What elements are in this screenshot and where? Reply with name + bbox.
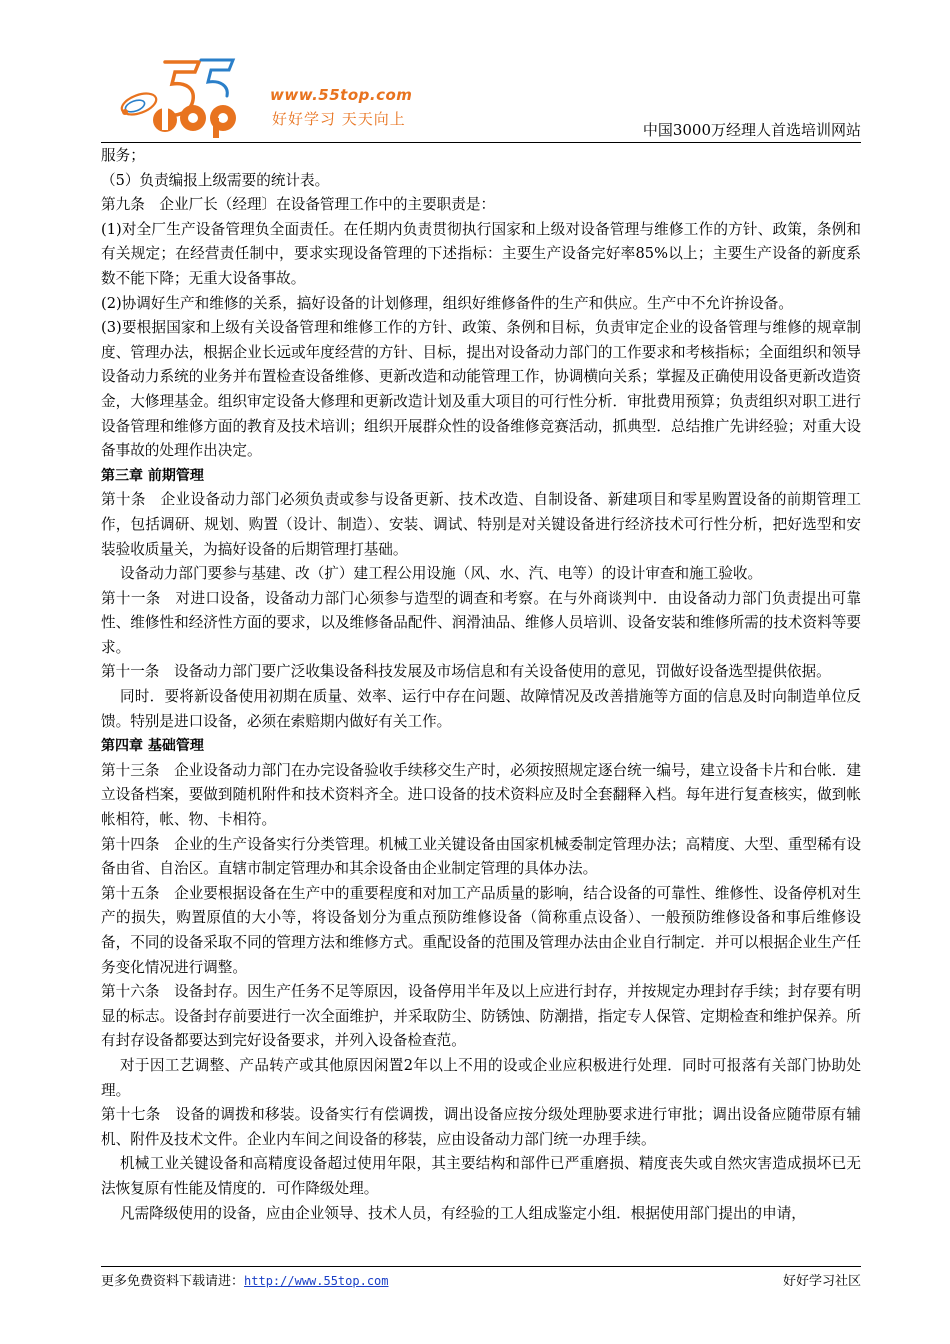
logo-graphic (115, 56, 265, 140)
body-paragraph: （5）负责编报上级需要的统计表。 (101, 171, 330, 189)
body-paragraph: (2)协调好生产和维修的关系，搞好设备的计划修理，组织好维修备件的生产和供应。生产中不允许拚设备。 (101, 294, 793, 312)
header-divider (101, 142, 861, 143)
body-paragraph: 第十五条 企业要根据设备在生产中的重要程度和对加工产品质量的影响，结合设备的可靠性、维修性、设备停机对生产的损失，购置原值的大小等，将设备划分为重点预防维修设备（简称重点设备）、一般预防维修设备和事后维修设备，不同的设备采取不同的管理方法和维修方式。重配设备的范围及管理办法由企业自行制定．并可以根据企业生产任务变化情况进行调整。 (101, 884, 861, 976)
header-tagline: 中国3000万经理人首选培训网站 (642, 121, 861, 139)
document-body (101, 144, 861, 1226)
body-paragraph: 对于因工艺调整、产品转产或其他原因闲置2年以上不用的设或企业应积极进行处理．同时可报落有关部门协助处理。 (101, 1056, 861, 1099)
body-paragraph: 第十一条 设备动力部门要广泛收集设备科技发展及市场信息和有关设备使用的意见，罚做好设备选型提供依据。 (101, 663, 831, 681)
body-paragraph: 第九条 企业厂长（经理〕在设备管理工作中的主要职责是： (101, 196, 496, 214)
body-paragraph: 凡需降级使用的设备，应由企业领导、技术人员，有经验的工人组成鉴定小组．根据使用部门提出的申请， (119, 1204, 806, 1222)
body-paragraph: 设备动力部门要参与基建、改（扩）建工程公用设施（风、水、汽、电等）的设计审查和施工验收。 (119, 565, 763, 583)
footer-divider (101, 1266, 861, 1267)
site-logo[interactable] (115, 56, 435, 140)
body-paragraph: 第十七条 设备的调拨和移装。设备实行有偿调拨，调出设备应按分级处理胁要求进行审批；调出设备应随带原有辅机、附件及技术文件。企业内车间之间设备的移装，应由设备动力部门统一办理手续。 (101, 1106, 861, 1148)
chapter-heading: 第四章 基础管理 (101, 738, 204, 755)
chapter-heading: 第三章 前期管理 (101, 467, 204, 484)
page-header (101, 48, 861, 144)
body-paragraph: 第十一条 对进口设备，设备动力部门心须参与造型的调查和考察。在与外商谈判中．由设备动力部门负责提出可靠性、维修性和经济性方面的要求，以及维修备品配件、润滑油品、维修人员培训、设备安装和维修所需的技术资料等要求。 (101, 589, 861, 656)
body-paragraph: 第十六条 设备封存。因生产任务不足等原因，设备停用半年及以上应进行封存，并按规定办理封存手续；封存要有明显的标志。设备封存前要进行一次全面维护，并采取防尘、防锈蚀、防潮措，指定专人保管、定期检查和维护保养。所有封存设备都要达到完好设备要求，并列入设备检查范。 (101, 983, 861, 1050)
body-paragraph: (3)要根据国家和上级有关设备管理和维修工作的方针、政策、条例和目标，负责审定企业的设备管理与维修的规章制度、管理办法，根据企业长远或年度经营的方针、目标，提出对设备动力部门的工作要求和考核指标；全面组织和领导设备动力系统的业务并布置检查设备维修、更新改造和动能管理工作，协调横向关系；掌握及正确使用设备更新改造资金，大修理基金。组织审定设备大修理和更新改造计划及重大项目的可行性分析．审批费用预算；负责组织对职工进行设备管理和维修方面的教育及技术培训；组织开展群众性的设备维修竞赛活动，抓典型．总结推广先讲经验；对重大设备事故的处理作出决定。 (101, 319, 861, 460)
logo-url-text: www.55top.com (270, 86, 413, 104)
logo-slogan: 好好学习 天天向上 (272, 110, 406, 128)
body-paragraph: 机械工业关键设备和高精度设备超过使用年限，其主要结构和部件已严重磨损、精度丧失或自然灾害造成损坏已无法恢复原有性能及情度的．可作降级处理。 (101, 1155, 861, 1197)
footer-download-label: 更多免费资料下载请进： (101, 1274, 245, 1289)
footer-site-link[interactable]: http://www.55top.com (244, 1274, 389, 1288)
footer-community-name: 好好学习社区 (782, 1274, 861, 1289)
body-paragraph: (1)对全厂生产设备管理负全面责任。在任期内负责贯彻执行国家和上级对设备管理与维修工作的方针、政策，条例和有关规定；在经营责任制中，要求实现设备管理的下述指标：主要生产设备完好率85%以上；主要生产设备的新度系数不能下降；无重大设备事故。 (101, 220, 861, 287)
body-paragraph: 第十条 企业设备动力部门必须负责或参与设备更新、技术改造、自制设备、新建项目和零星购置设备的前期管理工作，包括调研、规划、购置（设计、制造）、安装、调试、特别是对关键设备进行经济技术可行性分析，把好选型和安装验收质量关，为搞好设备的后期管理打基础。 (101, 491, 861, 558)
body-paragraph: 同时．要将新设备使用初期在质量、效率、运行中存在问题、故障情况及改善措施等方面的信息及时向制造单位反馈。特别是进口设备，必须在索赔期内做好有关工作。 (101, 688, 861, 730)
footer-download-note (101, 1270, 389, 1289)
body-paragraph: 服务； (101, 147, 145, 164)
body-paragraph: 第十四条 企业的生产设备实行分类管理。机械工业关键设备由国家机械委制定管理办法；高精度、大型、重型稀有设备由省、自治区。直辖市制定管理办和其余设备由企业制定管理的具体办法。 (101, 835, 861, 878)
page-footer (101, 1268, 861, 1290)
body-paragraph: 第十三条 企业设备动力部门在办完设备验收手续移交生产时，必须按照规定逐台统一编号，建立设备卡片和台帐．建立设备档案，要做到随机附件和技术资料齐全。进口设备的技术资料应及时全套翻释入档。每年进行复查核实，做到帐帐相符，帐、物、卡相符。 (101, 761, 861, 829)
